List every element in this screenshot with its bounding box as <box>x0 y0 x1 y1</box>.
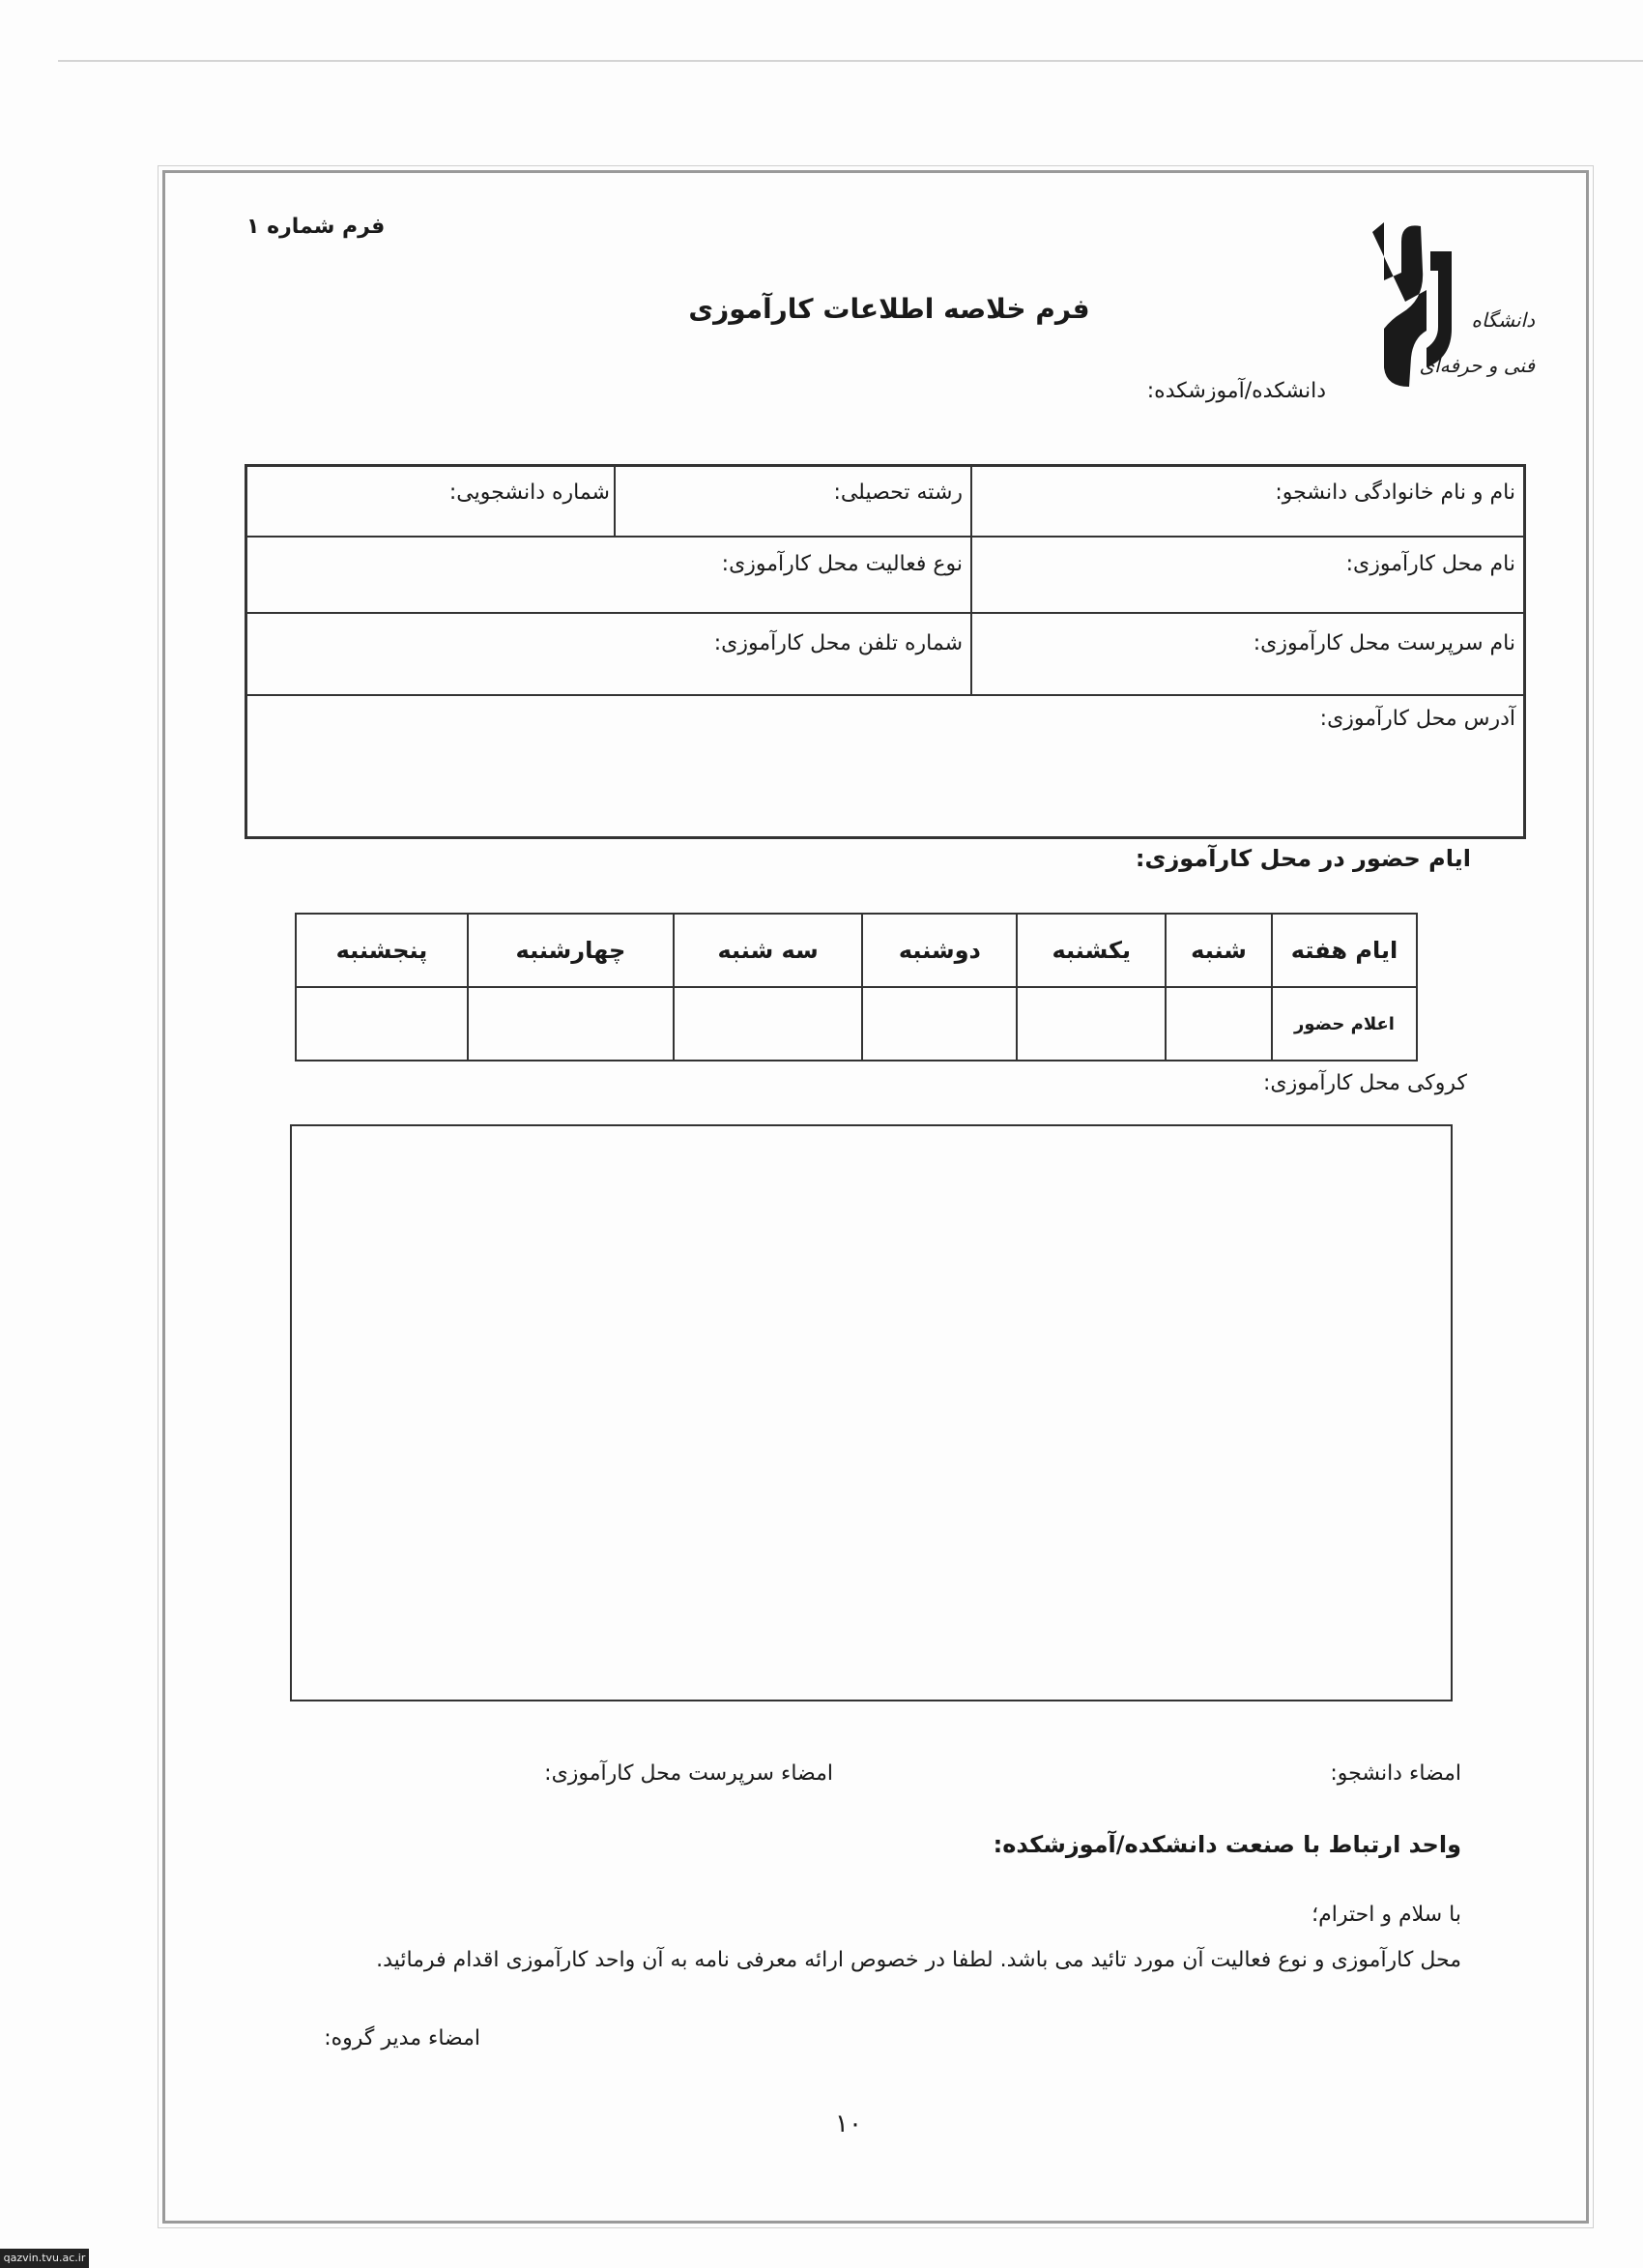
phone-field[interactable]: شماره تلفن محل کارآموزی: <box>713 631 963 655</box>
attendance-heading: ایام حضور در محل کارآموزی: <box>1135 845 1471 872</box>
attendance-table <box>295 913 1418 1061</box>
supervisor-signature-label: امضاء سرپرست محل کارآموزی: <box>544 1761 833 1786</box>
student-signature-label: امضاء دانشجو: <box>1330 1761 1461 1786</box>
page-number: ۱۰ <box>835 2109 862 2138</box>
days-header-cell: ایام هفته <box>1272 914 1417 987</box>
day-cell-monday: دوشنبه <box>862 914 1017 987</box>
day-cell-tuesday: سه شنبه <box>674 914 863 987</box>
form-number: فرم شماره ۱ <box>246 215 386 239</box>
student-info-table <box>245 464 1526 839</box>
attendance-input-monday[interactable] <box>862 987 1017 1061</box>
group-manager-signature-label: امضاء مدیر گروه: <box>324 2026 480 2050</box>
page-title: فرم خلاصه اطلاعات کارآموزی <box>688 293 1090 325</box>
activity-type-field[interactable]: نوع فعالیت محل کارآموزی: <box>721 552 963 576</box>
table-row <box>296 914 1417 987</box>
day-cell-wednesday: چهارشنبه <box>468 914 674 987</box>
table-row <box>296 987 1417 1061</box>
attendance-input-sunday[interactable] <box>1017 987 1166 1061</box>
day-cell-thursday: پنجشنبه <box>296 914 468 987</box>
table-col-divider <box>614 467 616 536</box>
table-row-divider <box>247 612 1523 614</box>
sketch-label: کروکی محل کارآموزی: <box>1263 1071 1467 1095</box>
page-top-line <box>58 60 1643 62</box>
attendance-input-thursday[interactable] <box>296 987 468 1061</box>
field-of-study-field[interactable]: رشته تحصیلی: <box>833 480 963 505</box>
student-number-field[interactable]: شماره دانشجویی: <box>448 480 610 505</box>
faculty-label: دانشکده/آموزشکده: <box>1146 379 1326 403</box>
industry-unit-heading: واحد ارتباط با صنعت دانشکده/آموزشکده: <box>993 1831 1461 1858</box>
greeting-text: با سلام و احترام؛ <box>1312 1903 1461 1927</box>
svg-text:دانشگاه: دانشگاه <box>1471 308 1535 332</box>
table-row-divider <box>247 536 1523 538</box>
table-row-divider <box>247 694 1523 696</box>
approval-text: محل کارآموزی و نوع فعالیت آن مورد تائید می باشد. لطفا در خصوص ارائه معرفی نامه به آن واحد کارآموزی اقدام فرمائید. <box>376 1948 1461 1972</box>
sketch-box[interactable] <box>290 1124 1453 1701</box>
student-name-field[interactable]: نام و نام خانوادگی دانشجو: <box>1275 480 1515 505</box>
attendance-row-label: اعلام حضور <box>1272 987 1417 1061</box>
table-col-divider <box>970 467 972 694</box>
attendance-input-wednesday[interactable] <box>468 987 674 1061</box>
attendance-input-tuesday[interactable] <box>674 987 863 1061</box>
address-field[interactable]: آدرس محل کارآموزی: <box>1319 707 1515 731</box>
day-cell-saturday: شنبه <box>1166 914 1272 987</box>
svg-text:فنی و حرفه‌ای: فنی و حرفه‌ای <box>1419 354 1535 377</box>
supervisor-name-field[interactable]: نام سرپرست محل کارآموزی: <box>1253 631 1515 655</box>
attendance-input-saturday[interactable] <box>1166 987 1272 1061</box>
internship-place-name-field[interactable]: نام محل کارآموزی: <box>1345 552 1515 576</box>
day-cell-sunday: یکشنبه <box>1017 914 1166 987</box>
footer-tag: qazvin.tvu.ac.ir <box>0 2249 89 2268</box>
